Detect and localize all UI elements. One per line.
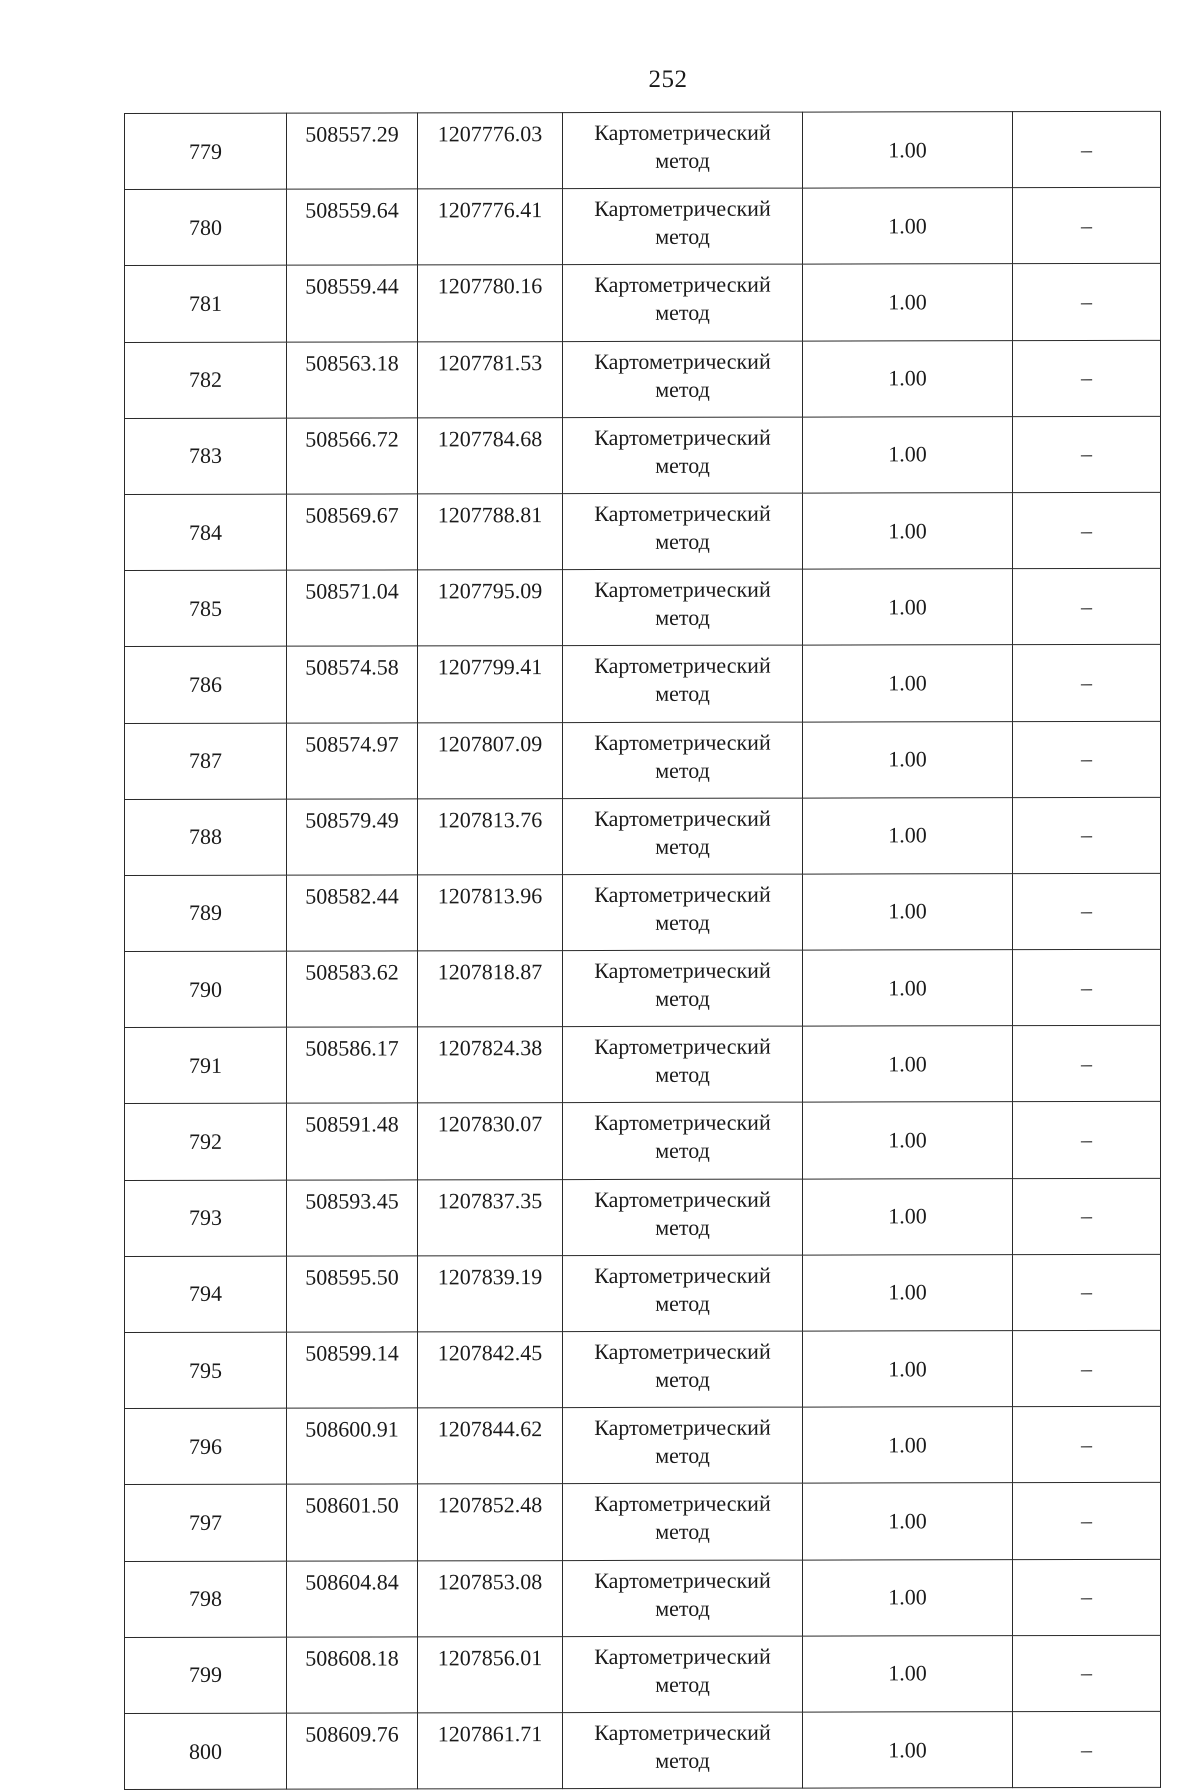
y-coordinate-cell: 1207813.96	[418, 874, 563, 950]
y-coordinate-cell: 1207781.53	[418, 341, 563, 417]
table-row	[125, 1178, 1161, 1256]
note-cell: –	[1013, 568, 1161, 644]
y-coordinate-cell: 1207818.87	[418, 951, 563, 1027]
note-cell: –	[1013, 492, 1161, 568]
y-coordinate-cell: 1207853.08	[418, 1560, 563, 1636]
x-coordinate-cell: 508574.97	[287, 722, 418, 798]
method-line-1: Картометрический	[594, 500, 771, 526]
table-row	[125, 721, 1161, 799]
table-row	[125, 264, 1161, 342]
table-row	[125, 416, 1161, 494]
method-cell	[563, 417, 803, 494]
accuracy-cell: 1.00	[803, 493, 1013, 570]
point-number-cell: 792	[125, 1104, 287, 1181]
x-coordinate-cell: 508583.62	[287, 951, 418, 1027]
point-number-cell: 784	[125, 494, 287, 571]
note-cell: –	[1013, 797, 1161, 873]
note-cell: –	[1013, 1711, 1161, 1787]
accuracy-cell: 1.00	[803, 874, 1013, 951]
x-coordinate-cell: 508591.48	[287, 1103, 418, 1179]
method-line-2: метод	[655, 1442, 710, 1469]
point-number-cell: 793	[125, 1180, 287, 1257]
method-line-1: Картометрический	[594, 1491, 771, 1517]
y-coordinate-cell: 1207830.07	[418, 1103, 563, 1179]
y-coordinate-cell: 1207861.71	[418, 1713, 563, 1789]
method-line-2: метод	[655, 1747, 710, 1773]
method-line-1: Картометрический	[594, 1033, 771, 1060]
method-line-2: метод	[655, 1671, 710, 1697]
method-line-1: Картометрический	[594, 881, 771, 907]
x-coordinate-cell: 508574.58	[287, 646, 418, 722]
accuracy-cell: 1.00	[803, 1102, 1013, 1179]
method-line-2: метод	[655, 300, 710, 326]
method-line-1: Картометрический	[594, 805, 771, 831]
y-coordinate-cell: 1207776.03	[418, 113, 563, 189]
method-cell	[563, 264, 803, 341]
point-number-cell: 785	[125, 570, 287, 647]
x-coordinate-cell: 508557.29	[287, 113, 418, 189]
y-coordinate-cell: 1207795.09	[418, 570, 563, 646]
accuracy-cell: 1.00	[803, 340, 1013, 417]
method-line-1: Картометрический	[594, 1338, 771, 1365]
y-coordinate-cell: 1207799.41	[418, 646, 563, 722]
table-row	[125, 188, 1161, 266]
note-cell: –	[1013, 1407, 1161, 1483]
point-number-cell: 798	[125, 1561, 287, 1638]
point-number-cell: 796	[125, 1408, 287, 1485]
x-coordinate-cell: 508599.14	[287, 1332, 418, 1408]
method-cell	[563, 1636, 803, 1713]
table-row	[125, 949, 1161, 1027]
accuracy-cell: 1.00	[803, 1026, 1013, 1103]
point-number-cell: 779	[125, 113, 287, 190]
point-number-cell: 780	[125, 189, 287, 266]
y-coordinate-cell: 1207784.68	[418, 417, 563, 493]
method-cell	[563, 874, 803, 951]
page-number: 252	[648, 66, 688, 93]
y-coordinate-cell: 1207856.01	[418, 1636, 563, 1712]
method-line-1: Картометрический	[594, 729, 771, 755]
table-row	[125, 1483, 1161, 1561]
point-number-cell: 781	[125, 266, 287, 343]
note-cell: –	[1013, 340, 1161, 416]
method-line-2: метод	[655, 681, 710, 707]
note-cell: –	[1013, 416, 1161, 492]
method-line-1: Картометрический	[594, 576, 771, 603]
method-cell	[563, 1026, 803, 1103]
table-row	[125, 568, 1161, 646]
method-line-2: метод	[655, 528, 710, 554]
point-number-cell: 795	[125, 1332, 287, 1409]
point-number-cell: 797	[125, 1485, 287, 1562]
method-cell	[563, 798, 803, 875]
method-line-1: Картометрический	[594, 1262, 771, 1288]
method-line-1: Картометрический	[594, 1567, 771, 1593]
table-row	[125, 1711, 1161, 1789]
table-row	[125, 1559, 1161, 1637]
accuracy-cell: 1.00	[803, 645, 1013, 722]
point-number-cell: 786	[125, 646, 287, 723]
y-coordinate-cell: 1207824.38	[418, 1027, 563, 1103]
method-line-1: Картометрический	[594, 1719, 771, 1745]
point-number-cell: 783	[125, 418, 287, 495]
note-cell: –	[1013, 188, 1161, 264]
method-line-1: Картометрический	[594, 119, 771, 146]
note-cell: –	[1013, 1330, 1161, 1406]
table-row	[125, 492, 1161, 570]
method-cell	[563, 950, 803, 1027]
y-coordinate-cell: 1207788.81	[418, 494, 563, 570]
accuracy-cell: 1.00	[803, 1483, 1013, 1560]
method-cell	[563, 341, 803, 418]
y-coordinate-cell: 1207844.62	[418, 1408, 563, 1484]
x-coordinate-cell: 508609.76	[287, 1713, 418, 1789]
note-cell: –	[1013, 949, 1161, 1025]
coordinates-table	[124, 111, 1161, 1790]
note-cell: –	[1013, 1178, 1161, 1254]
y-coordinate-cell: 1207780.16	[418, 265, 563, 341]
method-line-1: Картометрический	[594, 1110, 771, 1136]
accuracy-cell: 1.00	[803, 1178, 1013, 1255]
table-row	[125, 645, 1161, 723]
method-cell	[563, 1103, 803, 1180]
accuracy-cell: 1.00	[803, 264, 1013, 341]
x-coordinate-cell: 508595.50	[287, 1256, 418, 1332]
point-number-cell: 787	[125, 723, 287, 800]
method-cell	[563, 1407, 803, 1484]
accuracy-cell: 1.00	[803, 188, 1013, 265]
accuracy-cell: 1.00	[803, 1331, 1013, 1408]
y-coordinate-cell: 1207776.41	[418, 189, 563, 265]
method-cell	[563, 1560, 803, 1637]
method-line-1: Картометрический	[594, 272, 771, 298]
method-cell	[563, 1179, 803, 1256]
x-coordinate-cell: 508608.18	[287, 1637, 418, 1713]
accuracy-cell: 1.00	[803, 1635, 1013, 1712]
method-line-1: Картометрический	[594, 1643, 771, 1669]
method-cell	[563, 1483, 803, 1560]
point-number-cell: 799	[125, 1637, 287, 1714]
accuracy-cell: 1.00	[803, 721, 1013, 798]
x-coordinate-cell: 508563.18	[287, 341, 418, 417]
x-coordinate-cell: 508571.04	[287, 570, 418, 646]
accuracy-cell: 1.00	[803, 112, 1013, 189]
x-coordinate-cell: 508559.64	[287, 189, 418, 265]
method-line-2: метод	[655, 452, 710, 478]
table-row	[125, 797, 1161, 875]
method-line-1: Картометрический	[594, 1414, 771, 1441]
x-coordinate-cell: 508579.49	[287, 799, 418, 875]
point-number-cell: 791	[125, 1027, 287, 1104]
table-row	[125, 1635, 1161, 1713]
y-coordinate-cell: 1207807.09	[418, 722, 563, 798]
method-line-2: метод	[655, 757, 710, 783]
method-line-2: метод	[655, 1595, 710, 1621]
x-coordinate-cell: 508566.72	[287, 418, 418, 494]
point-number-cell: 788	[125, 799, 287, 876]
method-line-2: метод	[655, 1214, 710, 1240]
note-cell: –	[1013, 645, 1161, 721]
method-cell	[563, 1331, 803, 1408]
y-coordinate-cell: 1207852.48	[418, 1484, 563, 1560]
note-cell: –	[1013, 264, 1161, 340]
note-cell: –	[1013, 1102, 1161, 1178]
x-coordinate-cell: 508559.44	[287, 265, 418, 341]
table-row	[125, 873, 1161, 951]
point-number-cell: 789	[125, 875, 287, 952]
method-line-1: Картометрический	[594, 652, 771, 679]
method-line-2: метод	[655, 833, 710, 859]
accuracy-cell: 1.00	[803, 1407, 1013, 1484]
method-line-2: метод	[655, 1138, 710, 1164]
accuracy-cell: 1.00	[803, 1559, 1013, 1636]
note-cell: –	[1013, 111, 1161, 187]
y-coordinate-cell: 1207839.19	[418, 1255, 563, 1331]
point-number-cell: 790	[125, 951, 287, 1028]
point-number-cell: 800	[125, 1713, 287, 1790]
point-number-cell: 782	[125, 342, 287, 419]
method-line-2: метод	[655, 1062, 710, 1088]
method-line-2: метод	[655, 604, 710, 631]
x-coordinate-cell: 508586.17	[287, 1027, 418, 1103]
table-body	[125, 111, 1161, 1789]
method-cell	[563, 569, 803, 646]
accuracy-cell: 1.00	[803, 797, 1013, 874]
table-row	[125, 1330, 1161, 1408]
method-cell	[563, 722, 803, 799]
table-row	[125, 1254, 1161, 1332]
accuracy-cell: 1.00	[803, 569, 1013, 646]
note-cell: –	[1013, 721, 1161, 797]
method-cell	[563, 493, 803, 570]
y-coordinate-cell: 1207837.35	[418, 1179, 563, 1255]
y-coordinate-cell: 1207813.76	[418, 798, 563, 874]
x-coordinate-cell: 508604.84	[287, 1560, 418, 1636]
x-coordinate-cell: 508593.45	[287, 1180, 418, 1256]
method-line-2: метод	[655, 909, 710, 935]
method-cell	[563, 1255, 803, 1332]
note-cell: –	[1013, 1483, 1161, 1559]
table-row	[125, 1407, 1161, 1485]
accuracy-cell: 1.00	[803, 1254, 1013, 1331]
table-row	[125, 111, 1161, 189]
method-line-2: метод	[655, 1290, 710, 1316]
note-cell: –	[1013, 1635, 1161, 1711]
x-coordinate-cell: 508582.44	[287, 875, 418, 951]
method-line-2: метод	[655, 223, 710, 250]
note-cell: –	[1013, 873, 1161, 949]
method-line-2: метод	[655, 376, 710, 402]
method-line-1: Картометрический	[594, 957, 771, 984]
method-line-2: метод	[655, 1519, 710, 1545]
method-line-1: Картометрический	[594, 424, 771, 450]
x-coordinate-cell: 508569.67	[287, 494, 418, 570]
method-line-1: Картометрический	[594, 348, 771, 374]
method-cell	[563, 188, 803, 265]
method-line-1: Картометрический	[594, 195, 771, 222]
point-number-cell: 794	[125, 1256, 287, 1333]
note-cell: –	[1013, 1026, 1161, 1102]
note-cell: –	[1013, 1254, 1161, 1330]
table-row	[125, 340, 1161, 418]
note-cell: –	[1013, 1559, 1161, 1635]
accuracy-cell: 1.00	[803, 950, 1013, 1027]
method-line-2: метод	[655, 147, 710, 173]
accuracy-cell: 1.00	[803, 416, 1013, 493]
method-cell	[563, 1712, 803, 1789]
accuracy-cell: 1.00	[803, 1712, 1013, 1789]
x-coordinate-cell: 508600.91	[287, 1408, 418, 1484]
method-cell	[563, 645, 803, 722]
table-row	[125, 1026, 1161, 1104]
table-row	[125, 1102, 1161, 1180]
method-cell	[563, 112, 803, 189]
method-line-2: метод	[655, 1366, 710, 1392]
x-coordinate-cell: 508601.50	[287, 1484, 418, 1560]
y-coordinate-cell: 1207842.45	[418, 1332, 563, 1408]
method-line-1: Картометрический	[594, 1186, 771, 1212]
method-line-2: метод	[655, 985, 710, 1011]
